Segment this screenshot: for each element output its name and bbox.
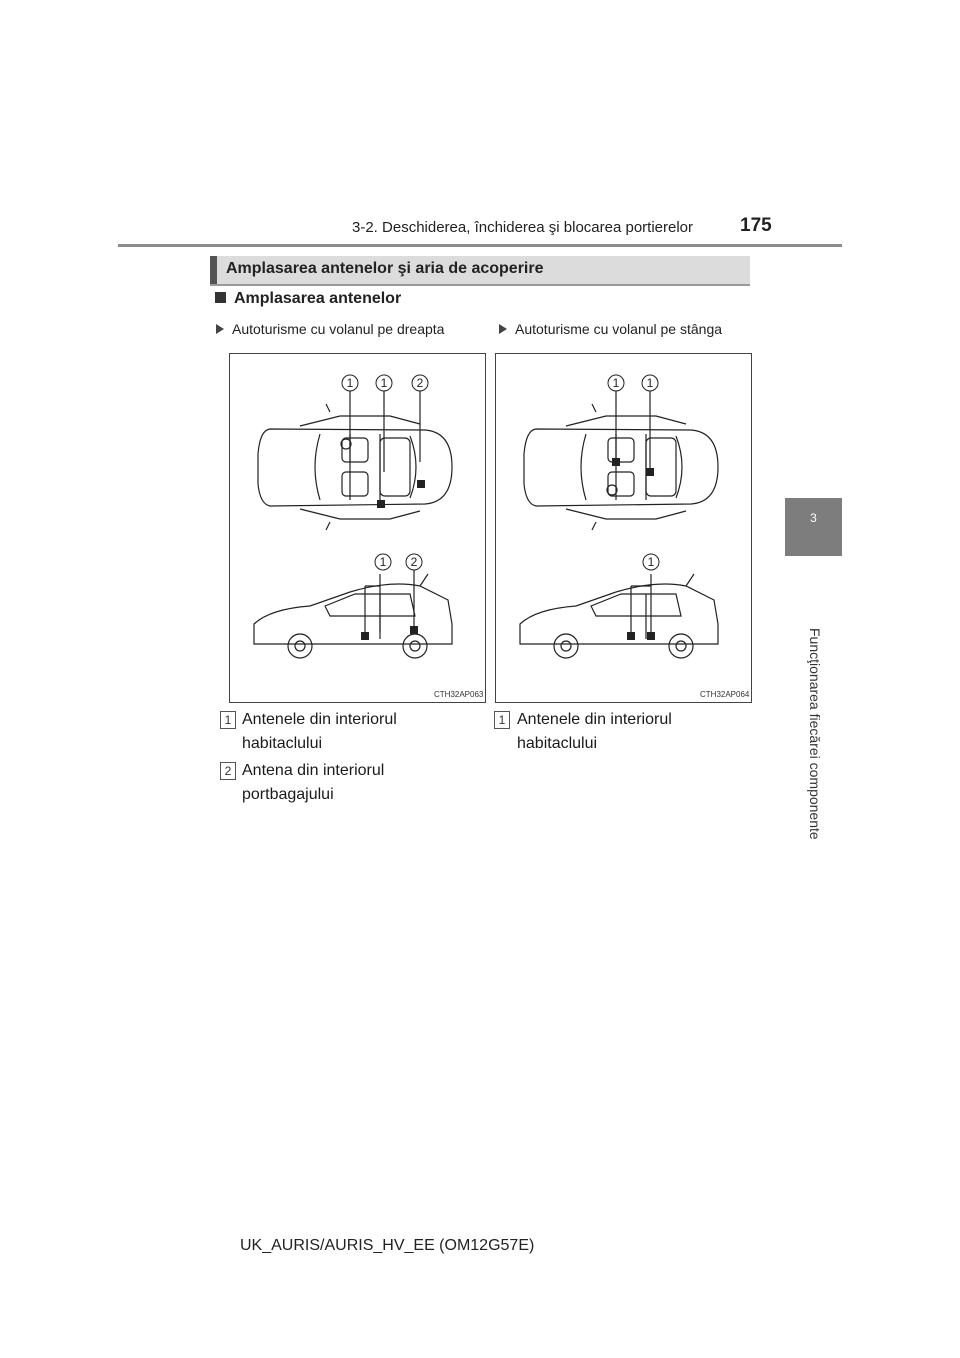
legend-text: Antenele din interiorul habitaclului (242, 711, 397, 752)
callout-1: 1 (346, 376, 354, 390)
triangle-bullet-icon (216, 324, 224, 334)
callout-1: 1 (647, 555, 655, 569)
car-side-view (254, 584, 452, 644)
car-top-view (258, 429, 452, 506)
legend-text: Antenele din interiorul habitaclului (517, 711, 672, 752)
callout-1: 1 (380, 376, 388, 390)
legend-badge: 2 (220, 762, 236, 780)
callout-2: 2 (416, 376, 424, 390)
section-banner (210, 256, 750, 286)
callout-1: 1 (646, 376, 654, 390)
variant-label-rhd (216, 321, 444, 337)
figure-code: CTH32AP063 (434, 690, 484, 699)
square-bullet-icon (215, 292, 226, 303)
subheading-text: Amplasarea antenelor (234, 290, 402, 307)
page-number: 175 (740, 215, 772, 236)
figure-code: CTH32AP064 (700, 690, 750, 699)
legend-badge: 1 (494, 711, 510, 729)
running-header: 3-2. Deschiderea, închiderea şi blocarea portierelor (352, 219, 694, 236)
car-side-view (520, 584, 718, 644)
chapter-title: Funcţionarea fiecărei componente (807, 628, 823, 840)
subheading (215, 290, 401, 308)
variant-label-lhd (499, 321, 722, 337)
figure-rhd (229, 353, 486, 703)
variant-text: Autoturisme cu volanul pe stânga (515, 321, 723, 337)
triangle-bullet-icon (499, 324, 507, 334)
car-diagram-rhd (230, 354, 485, 702)
callout-2: 2 (410, 555, 418, 569)
banner-accent (210, 256, 217, 284)
section-title: Amplasarea antenelor şi aria de acoperire (226, 260, 544, 277)
legend-text: Antena din interiorul portbagajului (242, 762, 385, 803)
variant-text: Autoturisme cu volanul pe dreapta (232, 321, 445, 337)
callout-1: 1 (612, 376, 620, 390)
manual-code: UK_AURIS/AURIS_HV_EE (OM12G57E) (240, 1237, 535, 1254)
car-top-view (524, 429, 718, 506)
header-rule (118, 244, 842, 247)
chapter-tab: 3 (785, 498, 842, 556)
car-diagram-lhd (496, 354, 751, 702)
callout-1: 1 (379, 555, 387, 569)
figure-lhd (495, 353, 752, 703)
legend-badge: 1 (220, 711, 236, 729)
